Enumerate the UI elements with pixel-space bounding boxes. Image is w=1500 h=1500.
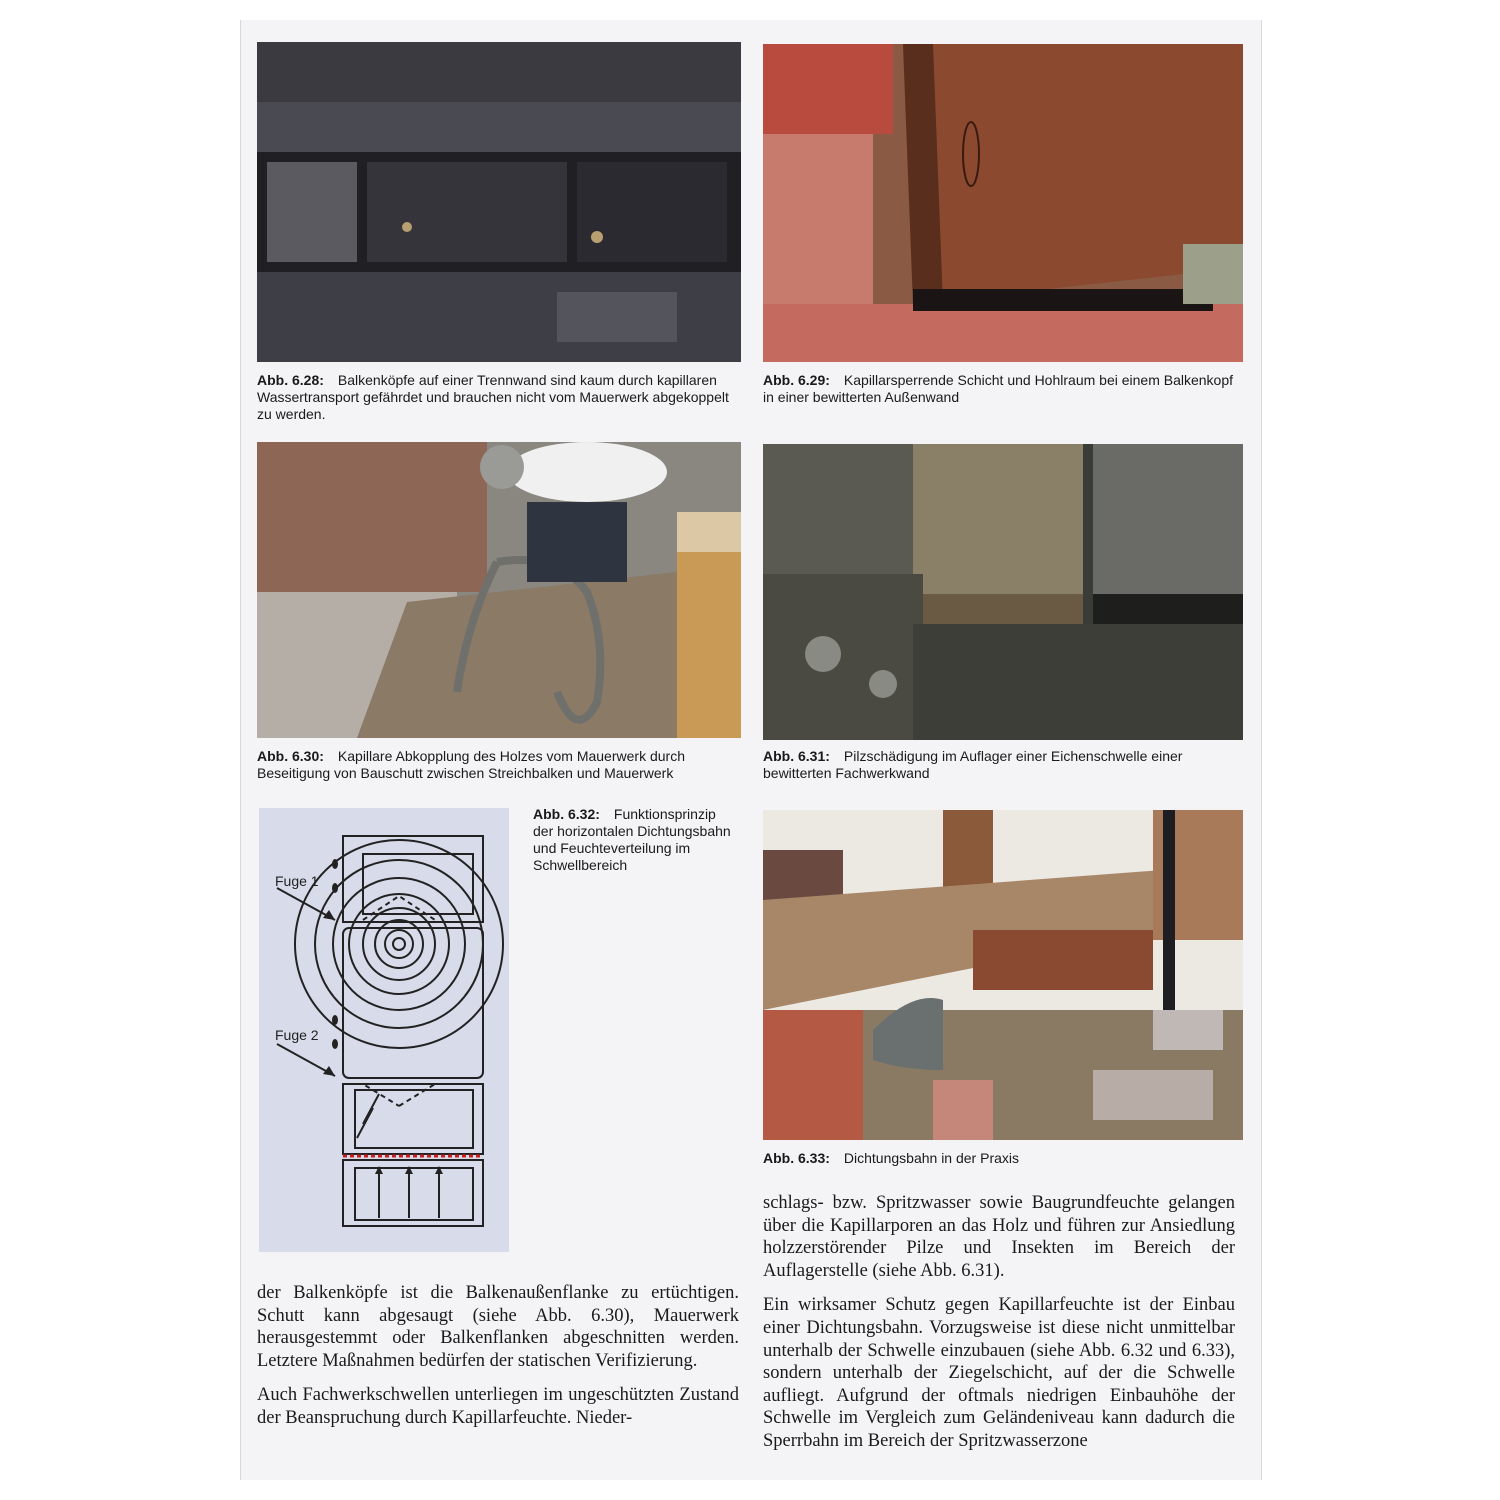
caption-text: Funktionsprinzip der horizontalen Dichtungsbahn und Feuchteverteilung im Schwellbereich: [533, 806, 731, 873]
photo-abb-6-31: [763, 444, 1243, 740]
photo-abb-6-30: [257, 442, 741, 738]
caption-text: Balkenköpfe auf einer Trennwand sind kaum durch kapillaren Wassertransport gefährdet und brauchen nicht vom Mauerwerk abgekoppelt zu werden.: [257, 372, 729, 422]
caption-abb-6-33: [763, 1150, 1233, 1167]
paragraph: schlags- bzw. Spritzwasser sowie Baugrundfeuchte gelangen über die Kapillarporen an das Holz und führen zur Ansiedlung holzzerstörender Pilze und Insekten im Bereich der Auflagerstelle (siehe Abb. 6.31).: [763, 1193, 1235, 1281]
caption-abb-6-31: [763, 748, 1233, 782]
diagram-abb-6-32: [259, 808, 509, 1252]
caption-abb-6-30: [257, 748, 741, 782]
photo-abb-6-28: [257, 42, 741, 362]
caption-abb-6-29: [763, 372, 1233, 406]
photo-abb-6-29: [763, 44, 1243, 362]
caption-label: Abb. 6.32:: [533, 806, 600, 822]
caption-text: Dichtungsbahn in der Praxis: [843, 1150, 1020, 1166]
caption-label: Abb. 6.30:: [257, 748, 324, 764]
caption-text: Kapillare Abkopplung des Holzes vom Mauerwerk durch Beseitigung von Bauschutt zwischen Streichbalken und Mauerwerk: [257, 748, 685, 781]
caption-abb-6-28: [257, 372, 741, 423]
body-text-right-column: [763, 1192, 1235, 1465]
photo-abb-6-33: [763, 810, 1243, 1140]
caption-abb-6-32: [533, 806, 733, 874]
fuge-1-label: Fuge 1: [275, 873, 319, 889]
book-page: [240, 20, 1262, 1480]
caption-label: Abb. 6.28:: [257, 372, 324, 388]
paragraph: der Balkenköpfe ist die Balkenaußenflanke zu ertüchtigen. Schutt kann abgesaugt (siehe Abb. 6.30), Mauerwerk herausgestemmt oder Balkenflanken abgeschnitten werden. Letztere Maßnahmen bedürfen der statischen Verifizierung.: [257, 1283, 739, 1371]
paragraph: Ein wirksamer Schutz gegen Kapillarfeuchte ist der Einbau einer Dichtungsbahn. Vorzugsweise ist diese nicht unmittelbar unterhalb der Schwelle einzubauen (siehe Abb. 6.32 und 6.33), sondern unterhalb der Ziegelschicht, auf der die Schwelle aufliegt. Aufgrund der oftmals niedrigen Einbauhöhe der Schwelle im Vergleich zum Geländeniveau kann dadurch die Sperrbahn im Bereich der Spritzwasserzone: [763, 1295, 1235, 1451]
caption-label: Abb. 6.33:: [763, 1150, 830, 1166]
caption-label: Abb. 6.31:: [763, 748, 830, 764]
body-text-left-column: [257, 1282, 739, 1442]
fuge-2-label: Fuge 2: [275, 1027, 319, 1043]
caption-text: Kapillarsperrende Schicht und Hohlraum bei einem Balkenkopf in einer bewitterten Außenwand: [763, 372, 1234, 405]
paragraph: Auch Fachwerkschwellen unterliegen im ungeschützten Zustand der Beanspruchung durch Kapillarfeuchte. Nieder-: [257, 1385, 739, 1428]
caption-text: Pilzschädigung im Auflager einer Eichenschwelle einer bewitterten Fachwerkwand: [763, 748, 1183, 781]
caption-label: Abb. 6.29:: [763, 372, 830, 388]
